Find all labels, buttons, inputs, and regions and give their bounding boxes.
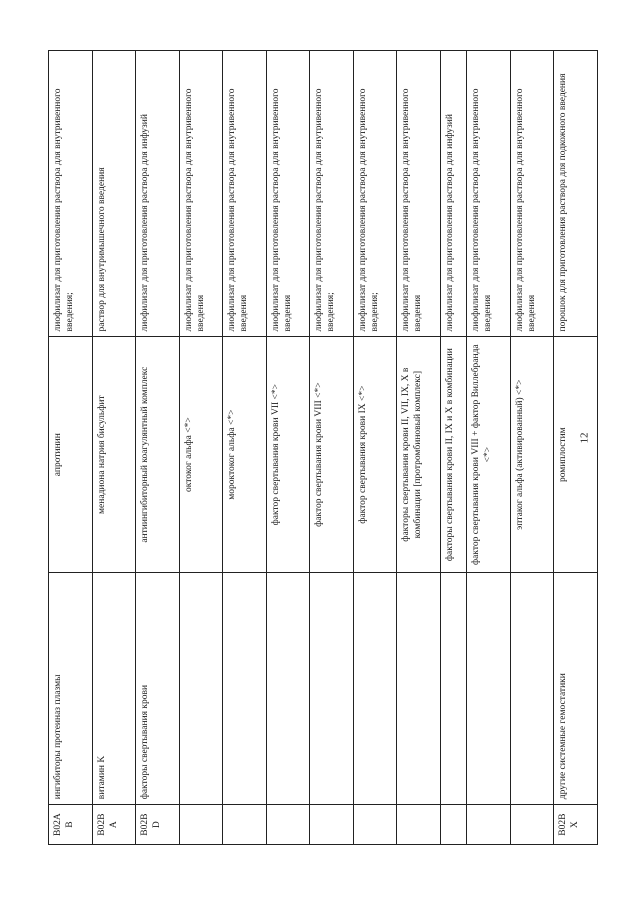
form-cell: лиофилизат для приготовления раствора для внутривенного введения — [266, 51, 310, 337]
table-row — [310, 51, 354, 845]
name-cell: фактор свертывания крови VIII + фактор Виллебранда <*> — [467, 337, 511, 572]
name-cell: фактор свертывания крови IX <*> — [353, 337, 397, 572]
code-cell — [179, 805, 223, 845]
group-cell — [397, 572, 441, 804]
form-cell: лиофилизат для приготовления раствора для внутривенного введения — [397, 51, 441, 337]
form-cell: лиофилизат для приготовления раствора для внутривенного введения; — [353, 51, 397, 337]
group-cell — [223, 572, 267, 804]
form-cell: лиофилизат для приготовления раствора для внутривенного введения — [510, 51, 554, 337]
table-row — [266, 51, 310, 845]
code-cell — [467, 805, 511, 845]
name-cell: октоког альфа <*> — [179, 337, 223, 572]
table-row — [353, 51, 397, 845]
group-cell — [179, 572, 223, 804]
group-cell — [467, 572, 511, 804]
form-cell: лиофилизат для приготовления раствора для внутривенного введения — [467, 51, 511, 337]
group-cell — [440, 572, 467, 804]
rotated-table-container — [48, 50, 598, 845]
form-cell: лиофилизат для приготовления раствора для внутривенного введения — [179, 51, 223, 337]
name-cell: эптаког альфа (активированный) <*> — [510, 337, 554, 572]
table-row — [49, 51, 93, 845]
name-cell: менадиона натрия бисульфит — [92, 337, 136, 572]
code-cell — [440, 805, 467, 845]
name-cell: апротинин — [49, 337, 93, 572]
table-row — [136, 51, 180, 845]
name-cell: антиингибиторный коагулянтный комплекс — [136, 337, 180, 572]
group-cell: витамин K — [92, 572, 136, 804]
page-number: 12 — [578, 432, 591, 444]
form-cell: лиофилизат для приготовления раствора для внутривенного введения — [223, 51, 267, 337]
group-cell — [310, 572, 354, 804]
group-cell — [353, 572, 397, 804]
code-cell — [266, 805, 310, 845]
code-cell — [223, 805, 267, 845]
group-cell: факторы свертывания крови — [136, 572, 180, 804]
form-cell: лиофилизат для приготовления раствора для инфузий — [440, 51, 467, 337]
drug-table — [48, 50, 598, 845]
code-cell — [310, 805, 354, 845]
code-cell — [353, 805, 397, 845]
name-cell: ромиплостим — [554, 337, 598, 572]
table-row — [179, 51, 223, 845]
name-cell: факторы свертывания крови II, VII, IX, X в комбинации [протромбиновый комплекс] — [397, 337, 441, 572]
group-cell — [510, 572, 554, 804]
form-cell: лиофилизат для приготовления раствора для внутривенного введения; — [49, 51, 93, 337]
code-cell — [397, 805, 441, 845]
name-cell: факторы свертывания крови II, IX и X в комбинации — [440, 337, 467, 572]
code-cell: B02BA — [92, 805, 136, 845]
table-row — [397, 51, 441, 845]
code-cell — [510, 805, 554, 845]
form-cell: лиофилизат для приготовления раствора для внутривенного введения; — [310, 51, 354, 337]
name-cell: фактор свертывания крови VIII <*> — [310, 337, 354, 572]
table-row — [510, 51, 554, 845]
group-cell — [266, 572, 310, 804]
table-row — [467, 51, 511, 845]
code-cell: B02BX — [554, 805, 598, 845]
name-cell: фактор свертывания крови VII <*> — [266, 337, 310, 572]
drug-table-body — [49, 51, 598, 845]
code-cell: B02BD — [136, 805, 180, 845]
form-cell: раствор для внутримышечного введения — [92, 51, 136, 337]
table-row — [554, 51, 598, 845]
form-cell: порошок для приготовления раствора для подкожного введения — [554, 51, 598, 337]
table-row — [440, 51, 467, 845]
table-row — [92, 51, 136, 845]
group-cell: другие системные гемостатики — [554, 572, 598, 804]
name-cell: мороктоког альфа <*> — [223, 337, 267, 572]
code-cell: B02AB — [49, 805, 93, 845]
group-cell: ингибиторы протеиназ плазмы — [49, 572, 93, 804]
form-cell: лиофилизат для приготовления раствора для инфузий — [136, 51, 180, 337]
table-row — [223, 51, 267, 845]
